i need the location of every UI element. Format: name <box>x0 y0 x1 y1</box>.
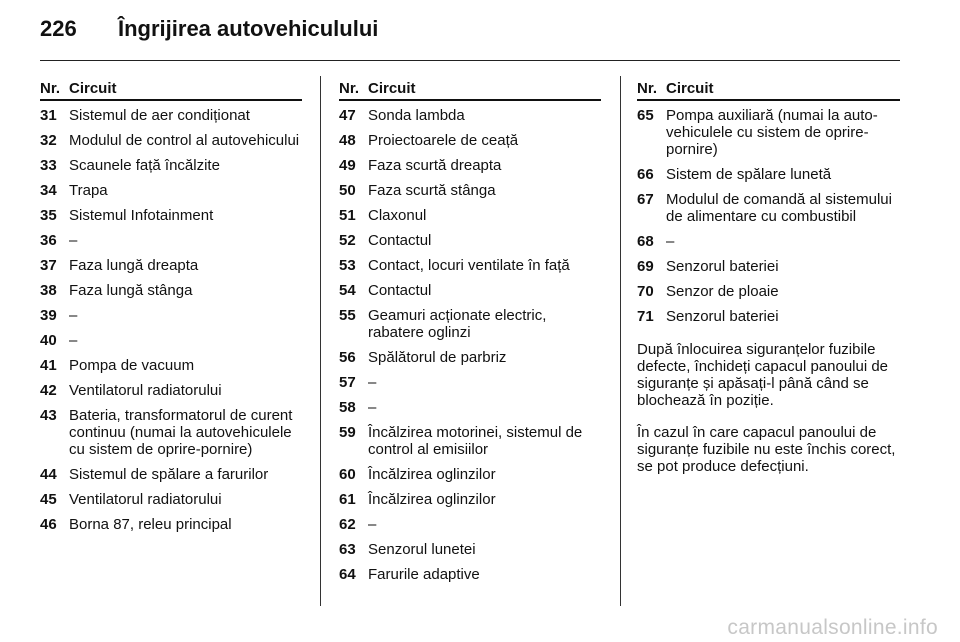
page-header <box>40 16 378 50</box>
table-row <box>637 283 900 300</box>
circuit-description: Scaunele față încălzite <box>69 157 220 174</box>
table-row <box>40 132 302 149</box>
fuse-number: 51 <box>339 207 356 224</box>
circuit-description: Pompa auxiliară (numai la autovehiculele cu sistem de oprire-pornire) <box>666 107 878 158</box>
circuit-description: Ventilatorul radiatorului <box>69 491 222 508</box>
table-row <box>637 233 900 250</box>
fuse-number: 43 <box>40 407 57 424</box>
note-paragraph: După înlocuirea siguranțelor fuzibile defecte, închideți capacul panoului de siguranțe și apăsați-l până când se blochează în poziție. <box>637 341 889 409</box>
table-row <box>40 516 302 533</box>
circuit-description: Sonda lambda <box>368 107 465 124</box>
table-row <box>339 399 601 416</box>
table-row <box>40 332 302 349</box>
header-circuit: Circuit <box>666 80 714 97</box>
circuit-description: Senzorul bateriei <box>666 258 779 275</box>
page-number: 226 <box>40 16 77 41</box>
circuit-description: Sistemul de spălare a farurilor <box>69 466 269 483</box>
circuit-description: Pompa de vacuum <box>69 357 195 374</box>
table-row <box>339 207 601 224</box>
table-row <box>637 191 900 225</box>
fuse-number: 70 <box>637 283 654 300</box>
fuse-rows <box>40 107 302 533</box>
table-row <box>339 107 601 124</box>
fuse-number: 32 <box>40 132 57 149</box>
fuse-number: 57 <box>339 374 356 391</box>
fuse-number: 55 <box>339 307 356 324</box>
fuse-number: 31 <box>40 107 57 124</box>
header-circuit: Circuit <box>69 80 117 97</box>
circuit-description: Bateria, transformatorul de curent continuu (numai la autovehiculele cu sistem de oprire-pornire) <box>69 407 293 458</box>
circuit-description: Proiectoarele de ceață <box>368 132 519 149</box>
fuse-number: 40 <box>40 332 57 349</box>
circuit-description: Claxonul <box>368 207 427 224</box>
fuse-number: 69 <box>637 258 654 275</box>
circuit-description: – <box>69 332 78 349</box>
table-row <box>339 132 601 149</box>
fuse-rows <box>637 107 900 325</box>
fuse-number: 59 <box>339 424 356 441</box>
circuit-description: Modulul de control al autovehicului <box>69 132 300 149</box>
table-row <box>339 257 601 274</box>
fuse-table-column-2 <box>339 80 601 591</box>
fuse-number: 53 <box>339 257 356 274</box>
fuse-rows <box>339 107 601 583</box>
circuit-description: Senzorul lunetei <box>368 541 476 558</box>
fuse-number: 65 <box>637 107 654 124</box>
note-paragraph: În cazul în care capacul panoului de siguranțe fuzibile nu este închis corect, se pot produce defecțiuni. <box>637 424 896 475</box>
fuse-number: 36 <box>40 232 57 249</box>
table-row <box>339 157 601 174</box>
table-row <box>339 374 601 391</box>
table-row <box>40 491 302 508</box>
fuse-number: 39 <box>40 307 57 324</box>
circuit-description: Farurile adaptive <box>368 566 480 583</box>
fuse-number: 52 <box>339 232 356 249</box>
table-header <box>40 80 302 101</box>
table-row <box>40 466 302 483</box>
circuit-description: Încălzirea oglinzilor <box>368 491 496 508</box>
fuse-number: 35 <box>40 207 57 224</box>
fuse-number: 49 <box>339 157 356 174</box>
circuit-description: Contact, locuri ventilate în față <box>368 257 570 274</box>
table-row <box>40 182 302 199</box>
fuse-number: 42 <box>40 382 57 399</box>
circuit-description: Spălătorul de parbriz <box>368 349 507 366</box>
fuse-table-column-3 <box>637 80 900 490</box>
fuse-number: 62 <box>339 516 356 533</box>
table-row <box>40 257 302 274</box>
circuit-description: Borna 87, releu principal <box>69 516 232 533</box>
header-nr: Nr. <box>40 80 61 97</box>
fuse-number: 44 <box>40 466 57 483</box>
circuit-description: – <box>368 374 377 391</box>
table-header <box>637 80 900 101</box>
circuit-description: Sistem de spălare lunetă <box>666 166 832 183</box>
circuit-description: Modulul de comandă al sistemului de alimentare cu combustibil <box>666 191 892 225</box>
fuse-number: 68 <box>637 233 654 250</box>
table-row <box>339 232 601 249</box>
circuit-description: Senzor de ploaie <box>666 283 779 300</box>
circuit-description: Senzorul bateriei <box>666 308 779 325</box>
table-row <box>40 307 302 324</box>
circuit-description: Ventilatorul radiatorului <box>69 382 222 399</box>
table-row <box>40 282 302 299</box>
fuse-number: 63 <box>339 541 356 558</box>
fuse-number: 41 <box>40 357 57 374</box>
fuse-number: 64 <box>339 566 356 583</box>
fuse-number: 61 <box>339 491 356 508</box>
column-divider <box>620 76 621 606</box>
fuse-table-column-1 <box>40 80 302 541</box>
circuit-description: Încălzirea oglinzilor <box>368 466 496 483</box>
circuit-description: Geamuri acționate electric, rabatere oglinzi <box>368 307 547 341</box>
table-row <box>339 282 601 299</box>
circuit-description: Trapa <box>69 182 108 199</box>
circuit-description: Sistemul de aer condiționat <box>69 107 250 124</box>
table-row <box>339 516 601 533</box>
fuse-number: 54 <box>339 282 356 299</box>
table-row <box>40 382 302 399</box>
table-row <box>40 157 302 174</box>
table-row <box>339 349 601 366</box>
circuit-description: – <box>69 307 78 324</box>
table-row <box>339 307 601 341</box>
fuse-number: 46 <box>40 516 57 533</box>
circuit-description: Contactul <box>368 232 432 249</box>
table-row <box>40 232 302 249</box>
header-nr: Nr. <box>339 80 360 97</box>
page-title: Îngrijirea autovehiculului <box>118 16 379 41</box>
fuse-number: 37 <box>40 257 57 274</box>
fuse-number: 50 <box>339 182 356 199</box>
circuit-description: Contactul <box>368 282 432 299</box>
circuit-description: Faza scurtă stânga <box>368 182 496 199</box>
fuse-number: 38 <box>40 282 57 299</box>
header-nr: Nr. <box>637 80 658 97</box>
fuse-number: 47 <box>339 107 356 124</box>
watermark: carmanualsonline.info <box>727 616 938 639</box>
circuit-description: Faza scurtă dreapta <box>368 157 502 174</box>
table-row <box>40 207 302 224</box>
table-row <box>637 308 900 325</box>
circuit-description: Faza lungă dreapta <box>69 257 199 274</box>
fuse-number: 56 <box>339 349 356 366</box>
fuse-number: 48 <box>339 132 356 149</box>
fuse-number: 33 <box>40 157 57 174</box>
table-row <box>339 466 601 483</box>
table-row <box>339 541 601 558</box>
circuit-description: Sistemul Infotainment <box>69 207 214 224</box>
fuse-number: 34 <box>40 182 57 199</box>
circuit-description: Faza lungă stânga <box>69 282 193 299</box>
table-header <box>339 80 601 101</box>
fuse-number: 45 <box>40 491 57 508</box>
table-row <box>637 258 900 275</box>
fuse-number: 71 <box>637 308 654 325</box>
fuse-number: 66 <box>637 166 654 183</box>
table-row <box>339 491 601 508</box>
circuit-description: – <box>666 233 675 250</box>
fuse-number: 67 <box>637 191 654 208</box>
header-divider <box>40 60 900 61</box>
table-row <box>40 407 302 458</box>
table-row <box>339 182 601 199</box>
fuse-number: 58 <box>339 399 356 416</box>
table-row <box>40 357 302 374</box>
table-row <box>40 107 302 124</box>
circuit-description: Încălzirea motorinei, sistemul de control al emisiilor <box>368 424 583 458</box>
table-row <box>339 566 601 583</box>
fuse-number: 60 <box>339 466 356 483</box>
table-row <box>637 166 900 183</box>
circuit-description: – <box>368 399 377 416</box>
circuit-description: – <box>368 516 377 533</box>
table-row <box>339 424 601 458</box>
circuit-description: – <box>69 232 78 249</box>
column-divider <box>320 76 321 606</box>
header-circuit: Circuit <box>368 80 416 97</box>
table-row <box>637 107 900 158</box>
